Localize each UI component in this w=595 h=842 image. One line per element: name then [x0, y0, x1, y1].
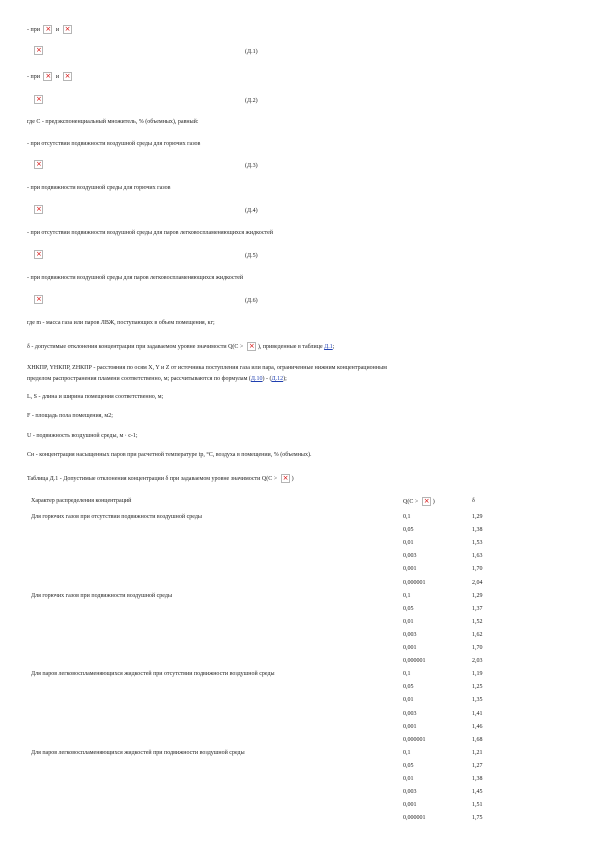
- table-cell-q: 0,1: [403, 592, 411, 599]
- formula-image-icon: [34, 205, 43, 214]
- table-cell-q: 0,01: [403, 618, 414, 625]
- table-cell-delta: 1,62: [472, 631, 483, 638]
- table-cell-delta: 2,03: [472, 658, 483, 665]
- table-caption-a: Таблица Д.1 - Допустимые отклонения концентрации δ при задаваемом уровне значимости Q(C >: [27, 475, 278, 482]
- table-cell-q: 0,001: [403, 645, 417, 651]
- condition-line-1: [27, 25, 74, 34]
- condition-and: и: [55, 26, 60, 33]
- delta-text-c: ;: [332, 343, 335, 350]
- xyz-text-2mid: ) - (: [262, 376, 272, 382]
- equation-number: (Д.5): [245, 253, 258, 259]
- table-cell-delta: 1,25: [472, 684, 483, 691]
- case-text-3: - при отсутствии подвижности воздушной среды для паров легковоспламеняющихся жидкостей: [27, 230, 274, 236]
- table-header-q-b: ): [432, 498, 435, 505]
- table-cell-q: 0,000001: [403, 579, 426, 586]
- table-cell-q: 0,000001: [403, 815, 426, 822]
- table-cell-delta: 1,53: [472, 540, 483, 547]
- table-cell-delta: 1,38: [472, 776, 483, 782]
- formula-image-icon: [34, 95, 43, 104]
- table-cell-q: 0,01: [403, 540, 414, 547]
- broken-image-icon: [63, 72, 72, 81]
- table-group-label: Для горючих газов при подвижности воздушной среды: [31, 592, 172, 599]
- table-cell-q: 0,001: [403, 566, 417, 573]
- ls-text: L, S - длина и ширина помещения соответственно, м;: [27, 394, 164, 400]
- table-cell-q: 0,01: [403, 697, 414, 704]
- table-cell-delta: 1,29: [472, 592, 483, 599]
- table-cell-delta: 1,35: [472, 697, 483, 704]
- table-cell-delta: 1,46: [472, 723, 483, 730]
- table-cell-q: 0,000001: [403, 736, 426, 743]
- table-cell-delta: 1,21: [472, 749, 483, 756]
- case-text-1: - при отсутствии подвижности воздушной среды для горючих газов: [27, 141, 201, 147]
- table-cell-q: 0,1: [403, 514, 411, 520]
- table-cell-delta: 1,52: [472, 618, 483, 625]
- where-c-text: где C - предэкспоненциальный множитель, % (объемных), равный:: [27, 119, 199, 125]
- u-text: U - подвижность воздушной среды, м · с-1;: [27, 433, 138, 439]
- table-cell-delta: 1,37: [472, 605, 483, 612]
- table-cell-delta: 2,04: [472, 579, 483, 586]
- table-header-q-a: Q(C >: [403, 498, 419, 505]
- table-cell-q: 0,01: [403, 776, 414, 782]
- equation-number: (Д.3): [245, 163, 258, 169]
- table-group-label: Для горючих газов при отсутствии подвижности воздушной среды: [31, 514, 202, 520]
- where-m-text: где m - масса газа или паров ЛВЖ, поступающих в объем помещения, кг;: [27, 320, 215, 326]
- table-cell-q: 0,05: [403, 684, 414, 691]
- formula-image-icon: [34, 295, 43, 304]
- table-cell-q: 0,05: [403, 762, 414, 769]
- condition-line-2: [27, 72, 74, 81]
- xyz-text-1: ХНКПР, YНКПР, ZНКПР - расстояния по осям X, Y и Z от источника поступления газа или пара, ограниченные нижним концентрационным: [27, 365, 387, 371]
- equation-number: (Д.4): [245, 208, 258, 214]
- table-cell-delta: 1,70: [472, 566, 483, 573]
- delta-text-b: ), приведенные в таблице: [257, 343, 323, 350]
- table-cell-delta: 1,63: [472, 553, 483, 560]
- broken-image-icon: [422, 497, 431, 506]
- table-cell-delta: 1,19: [472, 671, 483, 678]
- broken-image-icon: [247, 342, 256, 351]
- table-header-distribution: Характер распределения концентраций: [31, 498, 132, 504]
- table-cell-q: 0,05: [403, 605, 414, 612]
- delta-text-a: δ - допустимые отклонения концентрации при задаваемом уровне значимости Q(C >: [27, 343, 244, 350]
- table-cell-q: 0,05: [403, 527, 414, 534]
- broken-image-icon: [43, 72, 52, 81]
- case-text-4: - при подвижности воздушной среды для паров легковоспламеняющихся жидкостей: [27, 275, 244, 281]
- broken-image-icon: [43, 25, 52, 34]
- table-group-label: Для паров легковоспламеняющихся жидкостей при отсутствии подвижности воздушной среды: [31, 671, 275, 678]
- table-cell-delta: 1,75: [472, 815, 483, 822]
- table-cell-delta: 1,68: [472, 736, 483, 743]
- condition-and: и: [55, 73, 60, 80]
- equation-number: (Д.6): [245, 298, 258, 304]
- table-cell-q: 0,001: [403, 723, 417, 730]
- case-text-2: - при подвижности воздушной среды для горючих газов: [27, 185, 171, 191]
- condition-prefix: - при: [27, 26, 40, 33]
- table-cell-delta: 1,27: [472, 762, 483, 769]
- cn-text: Сн - концентрация насыщенных паров при расчетной температуре tр, °C, воздуха в помещении, % (объемных).: [27, 452, 312, 458]
- table-header-delta: δ: [472, 498, 475, 504]
- table-cell-q: 0,003: [403, 710, 417, 717]
- table-d1-link[interactable]: Д.1: [324, 343, 333, 350]
- condition-prefix: - при: [27, 73, 40, 80]
- table-cell-delta: 1,41: [472, 710, 483, 717]
- table-caption-b: ): [291, 475, 294, 482]
- broken-image-icon: [63, 25, 72, 34]
- xyz-text-2: [27, 375, 287, 383]
- equation-number: (Д.1): [245, 49, 258, 55]
- formula-image-icon: [34, 46, 43, 55]
- table-cell-delta: 1,38: [472, 527, 483, 534]
- table-cell-q: 0,003: [403, 631, 417, 638]
- broken-image-icon: [281, 474, 290, 483]
- table-cell-q: 0,003: [403, 553, 417, 560]
- xyz-text-2b: );: [283, 376, 287, 382]
- table-header-q: [403, 497, 435, 506]
- table-caption: [27, 474, 294, 483]
- table-cell-delta: 1,51: [472, 802, 483, 809]
- table-cell-q: 0,003: [403, 789, 417, 796]
- formula-image-icon: [34, 160, 43, 169]
- formula-image-icon: [34, 250, 43, 259]
- table-group-label: Для паров легковоспламеняющихся жидкостей при подвижности воздушной среды: [31, 749, 245, 756]
- delta-text: [27, 342, 334, 351]
- table-cell-q: 0,001: [403, 802, 417, 809]
- table-cell-q: 0,000001: [403, 658, 426, 665]
- table-cell-delta: 1,45: [472, 789, 483, 796]
- xyz-text-2a: пределом распространения пламени соответственно, м; рассчитываются по формулам (: [27, 376, 251, 382]
- formula-d12-link[interactable]: Д.12: [271, 376, 284, 382]
- formula-d10-link[interactable]: Д.10: [250, 376, 263, 382]
- table-cell-q: 0,1: [403, 671, 411, 678]
- f-text: F - площадь пола помещения, м2;: [27, 413, 113, 419]
- table-cell-q: 0,1: [403, 749, 411, 756]
- table-cell-delta: 1,70: [472, 645, 483, 651]
- equation-number: (Д.2): [245, 98, 258, 104]
- table-cell-delta: 1,29: [472, 514, 483, 520]
